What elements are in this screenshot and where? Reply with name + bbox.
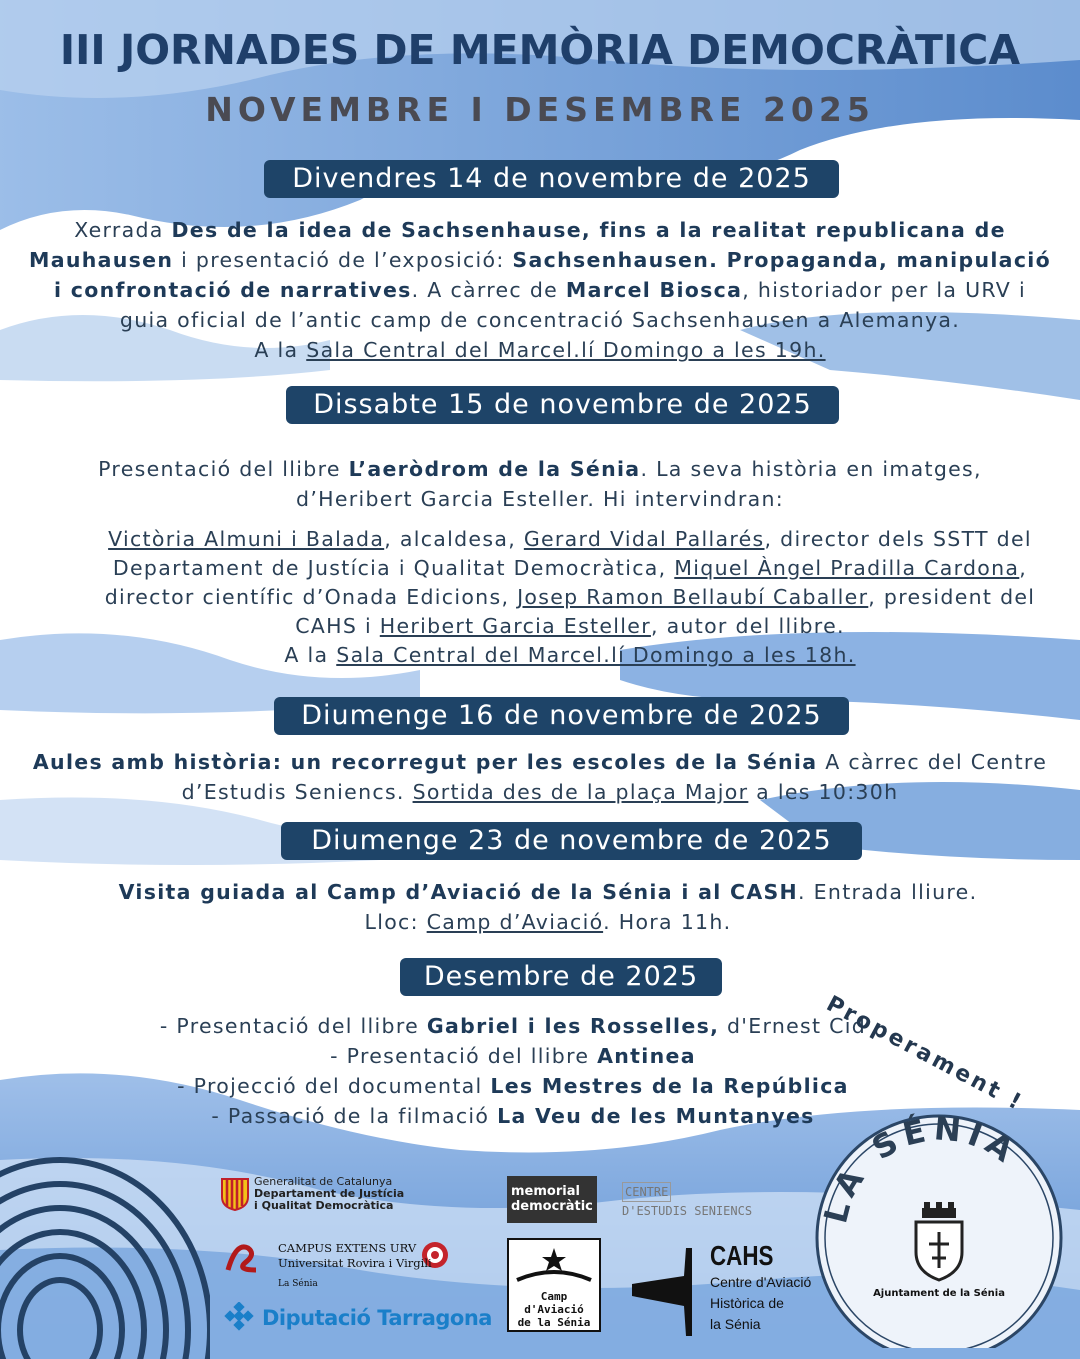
- memorial-line-1: memorial: [511, 1184, 580, 1199]
- event-description-nov-16: [10, 747, 1070, 807]
- text-line: Visita guiada al Camp d’Aviació de la Sénia i al CASH. Entrada lliure.: [118, 880, 978, 904]
- diputacio-emblem-icon: [222, 1302, 256, 1336]
- urv-line-3: La Sénia: [278, 1279, 318, 1289]
- text-line: Presentació del llibre L’aeròdrom de la Sénia. La seva història en imatges,: [98, 457, 982, 481]
- centre-estudis-seniencs-logo: [622, 1182, 782, 1222]
- cahs-line-2: Centre d'Aviació: [710, 1274, 812, 1290]
- ces-line-2: D'ESTUDIS SENIENCS: [622, 1204, 753, 1218]
- memorial-line-2: democràtic: [511, 1199, 593, 1214]
- diputacio-name: Diputació Tarragona: [262, 1306, 492, 1330]
- date-badge-nov-16: Diumenge 16 de novembre de 2025: [274, 697, 849, 735]
- generalitat-logo: [220, 1175, 410, 1215]
- urv-campus-logo: [222, 1240, 462, 1296]
- text-line: Mauhausen i presentació de l’exposició: Sachsenhausen. Propaganda, manipulació: [29, 248, 1051, 272]
- aircraft-silhouette-icon: [628, 1246, 698, 1338]
- date-badge-nov-14: Divendres 14 de novembre de 2025: [264, 160, 839, 198]
- diputacio-tarragona-logo: [222, 1302, 492, 1342]
- event-description-nov-23: [0, 877, 1080, 937]
- event-description-nov-15: [0, 454, 1080, 514]
- date-badge-december: Desembre de 2025: [400, 958, 722, 996]
- generalitat-line-3: i Qualitat Democràtica: [254, 1199, 394, 1212]
- text-line: A la Sala Central del Marcel.lí Domingo a les 19h.: [254, 338, 826, 362]
- text-line: Victòria Almuni i Balada, alcaldesa, Gerard Vidal Pallarés, director dels SSTT del: [108, 527, 1032, 551]
- cahs-line-3: Històrica de: [710, 1295, 784, 1311]
- urv-line-2: Universitat Rovira i Virgili: [278, 1256, 432, 1270]
- memorial-democratic-logo: [507, 1176, 597, 1223]
- text-line: i confrontació de narratives. A càrrec de Marcel Biosca, historiador per la URV i: [54, 278, 1026, 302]
- text-line: d’Heribert Garcia Esteller. Hi intervindran:: [296, 487, 784, 511]
- list-item: - Presentació del llibre Antinea: [330, 1044, 696, 1068]
- text-line: guia oficial de l’antic camp de concentració Sachsenhausen a Alemanya.: [119, 308, 961, 332]
- text-line: Departament de Justícia i Qualitat Democràtica, Miquel Àngel Pradilla Cardona,: [112, 556, 1028, 580]
- stamp-town-name: LA SÉNIA: [816, 1109, 1026, 1227]
- text-line: Xerrada Des de la idea de Sachsenhause, fins a la realitat republicana de: [74, 218, 1006, 242]
- text-line: director científic d’Onada Edicions, Josep Ramon Bellaubí Caballer, president del: [104, 585, 1036, 609]
- stamp-council-name: Ajuntament de la Sénia: [873, 1288, 1005, 1299]
- plane-star-icon: [509, 1244, 599, 1284]
- list-item: - Projecció del documental Les Mestres de la República: [177, 1074, 849, 1098]
- text-line: Aules amb història: un recorregut per les escoles de la Sénia A càrrec del Centre: [32, 750, 1048, 774]
- camp-line-2: d'Aviació: [524, 1303, 584, 1316]
- event-speakers-nov-15: [30, 525, 1080, 670]
- text-line: A la Sala Central del Marcel.lí Domingo a les 18h.: [284, 643, 856, 667]
- cahs-title: CAHS: [710, 1240, 774, 1271]
- generalitat-line-2: Departament de Justícia: [254, 1187, 405, 1200]
- text-line: CAHS i Heribert Garcia Esteller, autor del llibre.: [295, 614, 845, 638]
- cahs-logo: [628, 1240, 818, 1340]
- date-badge-nov-15: Dissabte 15 de novembre de 2025: [286, 386, 839, 424]
- date-badge-nov-23: Diumenge 23 de novembre de 2025: [281, 822, 862, 860]
- camp-aviacio-logo: [507, 1238, 601, 1332]
- urv-line-1: CAMPUS EXTENS URV: [278, 1241, 417, 1255]
- list-item: - Presentació del llibre Gabriel i les Rosselles, d'Ernest Cid: [159, 1014, 867, 1038]
- stamp-circle-icon: [806, 1108, 1072, 1348]
- camp-line-1: Camp: [540, 1290, 568, 1303]
- page-subtitle: NOVEMBRE I DESEMBRE 2025: [205, 90, 875, 129]
- ces-line-1: CENTRE: [622, 1182, 671, 1202]
- cahs-line-4: la Sénia: [710, 1316, 761, 1332]
- urv-emblem-icon: [222, 1240, 270, 1276]
- fingerprint-icon: [0, 1100, 210, 1359]
- coming-soon-label: Properament !: [822, 991, 1028, 1117]
- la-senia-stamp: [806, 1108, 1072, 1348]
- camp-line-3: de la Sénia: [517, 1316, 591, 1329]
- list-item: - Passació de la filmació La Veu de les Muntanyes: [211, 1104, 815, 1128]
- event-description-nov-14: [10, 215, 1070, 365]
- generalitat-line-1: Generalitat de Catalunya: [254, 1175, 393, 1188]
- text-line: d’Estudis Seniencs. Sortida des de la plaça Major a les 10:30h: [181, 780, 899, 804]
- text-line: Lloc: Camp d’Aviació. Hora 11h.: [364, 910, 732, 934]
- senyera-icon: [220, 1177, 250, 1211]
- page-title: III JORNADES DE MEMÒRIA DEMOCRÀTICA: [59, 26, 1021, 74]
